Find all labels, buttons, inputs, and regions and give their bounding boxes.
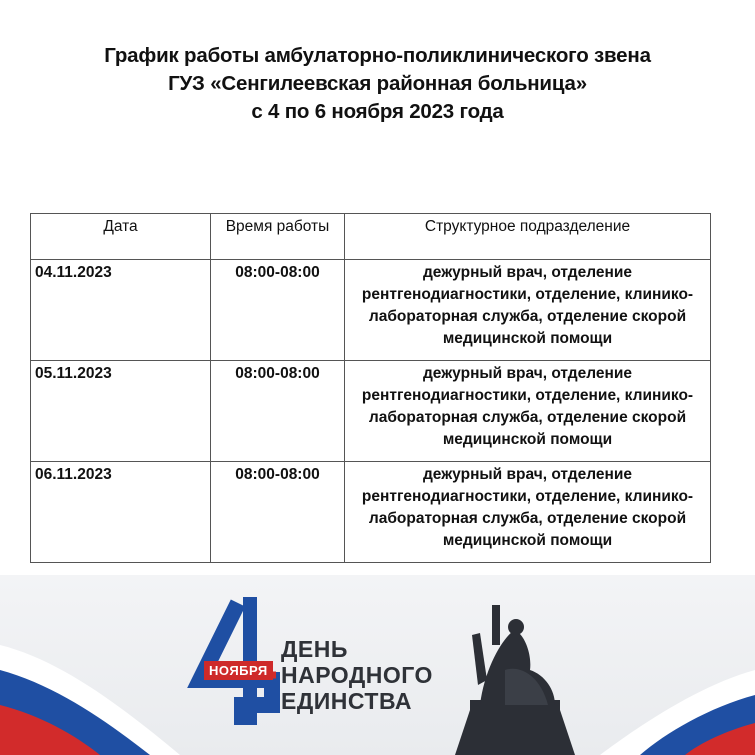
logo-line-1: ДЕНЬ [281,636,348,662]
minin-pozharsky-monument-icon [455,605,575,755]
table-row [31,462,711,563]
table-header-row [31,214,711,260]
schedule-table [30,213,711,563]
title-line-1: График работы амбулаторно-поликлинического звена [104,44,651,67]
cell-time: 08:00-08:00 [211,361,345,462]
logo-line-2: НАРОДНОГО [281,662,433,688]
unity-day-banner [0,575,755,755]
cell-time: 08:00-08:00 [211,260,345,361]
header-dept: Структурное подразделение [345,214,711,260]
cell-dept: дежурный врач, отделение рентгенодиагностики, отделение, клинико-лабораторная служба, отделение скорой медицинской помощи [345,462,711,563]
cell-dept: дежурный врач, отделение рентгенодиагностики, отделение, клинико-лабораторная служба, отделение скорой медицинской помощи [345,361,711,462]
cell-date: 04.11.2023 [31,260,211,361]
table-row [31,361,711,462]
logo-line-3: ЕДИНСТВА [281,688,413,714]
month-badge: НОЯБРЯ [204,661,273,680]
page-title [0,42,755,126]
cell-date: 06.11.2023 [31,462,211,563]
header-time: Время работы [211,214,345,260]
title-line-3: с 4 по 6 ноября 2023 года [251,100,504,123]
cell-time: 08:00-08:00 [211,462,345,563]
cell-dept: дежурный врач, отделение рентгенодиагностики, отделение, клинико-лабораторная служба, отделение скорой медицинской помощи [345,260,711,361]
cell-date: 05.11.2023 [31,361,211,462]
title-line-2: ГУЗ «Сенгилеевская районная больница» [168,72,587,95]
table-row [31,260,711,361]
header-date: Дата [31,214,211,260]
